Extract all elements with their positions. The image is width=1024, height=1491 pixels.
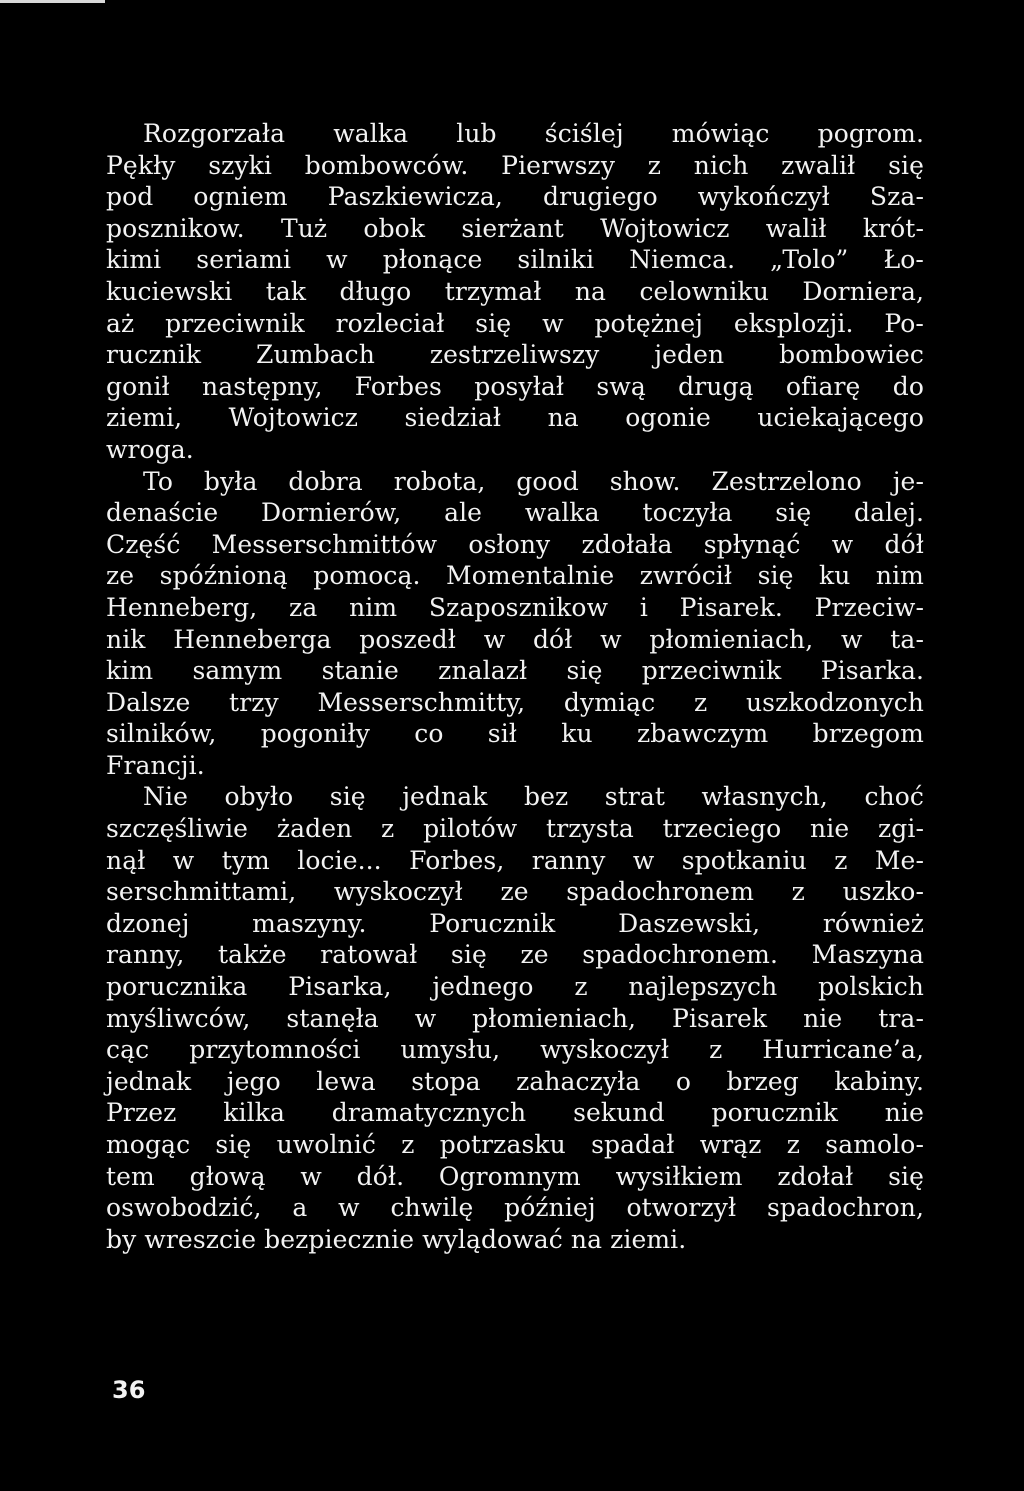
- text-line: Rozgorzała walka lub ściślej mówiąc pogrom.: [143, 119, 924, 148]
- text-line: serschmittami, wyskoczył ze spadochronem z uszko-: [106, 877, 924, 907]
- text-line: wroga.: [106, 434, 194, 464]
- text-line: jednak jego lewa stopa zahaczyła o brzeg kabiny.: [106, 1066, 924, 1096]
- page-body: [106, 118, 924, 1255]
- text-line: gonił następny, Forbes posyłał swą drugą ofiarę do: [106, 371, 924, 401]
- top-rule: [0, 0, 105, 3]
- paragraph-3: [106, 781, 924, 1255]
- text-line: Henneberg, za nim Szaposznikow i Pisarek. Przeciw-: [106, 592, 924, 622]
- text-line: myśliwców, stanęła w płomieniach, Pisarek nie tra-: [106, 1003, 924, 1033]
- paragraph-1: [106, 118, 924, 466]
- text-line: ze spóźnioną pomocą. Momentalnie zwrócił się ku nim: [106, 561, 924, 591]
- text-line: dzonej maszyny. Porucznik Daszewski, również: [106, 908, 924, 938]
- text-line: cąc przytomności umysłu, wyskoczył z Hurricane’a,: [106, 1035, 924, 1065]
- text-line: posznikow. Tuż obok sierżant Wojtowicz walił krót-: [106, 213, 924, 243]
- text-line: by wreszcie bezpiecznie wylądować na ziemi.: [106, 1224, 687, 1254]
- text-line: Przez kilka dramatycznych sekund porucznik nie: [106, 1098, 924, 1128]
- text-line: kuciewski tak długo trzymał na celowniku Dorniera,: [106, 276, 924, 306]
- text-line: ranny, także ratował się ze spadochronem. Maszyna: [106, 940, 924, 970]
- text-line: Dalsze trzy Messerschmitty, dymiąc z uszkodzonych: [106, 687, 924, 717]
- text-line: Nie obyło się jednak bez strat własnych, choć: [143, 782, 924, 812]
- text-line: tem głową w dół. Ogromnym wysiłkiem zdołał się: [106, 1161, 924, 1191]
- text-line: porucznika Pisarka, jednego z najlepszych polskich: [106, 972, 924, 1002]
- text-line: mogąc się uwolnić z potrzasku spadał wrąz z samolo-: [106, 1130, 924, 1159]
- text-line: Pękły szyki bombowców. Pierwszy z nich zwalił się: [106, 150, 924, 180]
- text-line: ziemi, Wojtowicz siedział na ogonie uciekającego: [106, 403, 924, 433]
- text-line: kimi seriami w płonące silniki Niemca. „Tolo” Ło-: [106, 245, 924, 275]
- text-line: rucznik Zumbach zestrzeliwszy jeden bombowiec: [106, 340, 924, 370]
- text-line: oswobodzić, a w chwilę później otworzył spadochron,: [106, 1193, 924, 1223]
- text-line: aż przeciwnik rozleciał się w potężnej eksplozji. Po-: [106, 308, 924, 338]
- text-line: szczęśliwie żaden z pilotów trzysta trzeciego nie zgi-: [106, 814, 924, 844]
- text-line: To była dobra robota, good show. Zestrzelono je-: [143, 466, 924, 496]
- text-line: Francji.: [106, 750, 205, 780]
- text-line: nik Henneberga poszedł w dół w płomieniach, w ta-: [106, 624, 924, 654]
- text-line: Część Messerschmittów osłony zdołała spłynąć w dół: [106, 529, 924, 559]
- text-line: pod ogniem Paszkiewicza, drugiego wykończył Sza-: [106, 182, 924, 212]
- text-line: nął w tym locie... Forbes, ranny w spotkaniu z Me-: [106, 845, 924, 875]
- text-line: silników, pogoniły co sił ku zbawczym brzegom: [106, 719, 924, 749]
- paragraph-2: [106, 466, 924, 782]
- page-number: 36: [112, 1376, 146, 1404]
- text-line: denaście Dornierów, ale walka toczyła się dalej.: [106, 498, 924, 528]
- text-line: kim samym stanie znalazł się przeciwnik Pisarka.: [106, 656, 924, 686]
